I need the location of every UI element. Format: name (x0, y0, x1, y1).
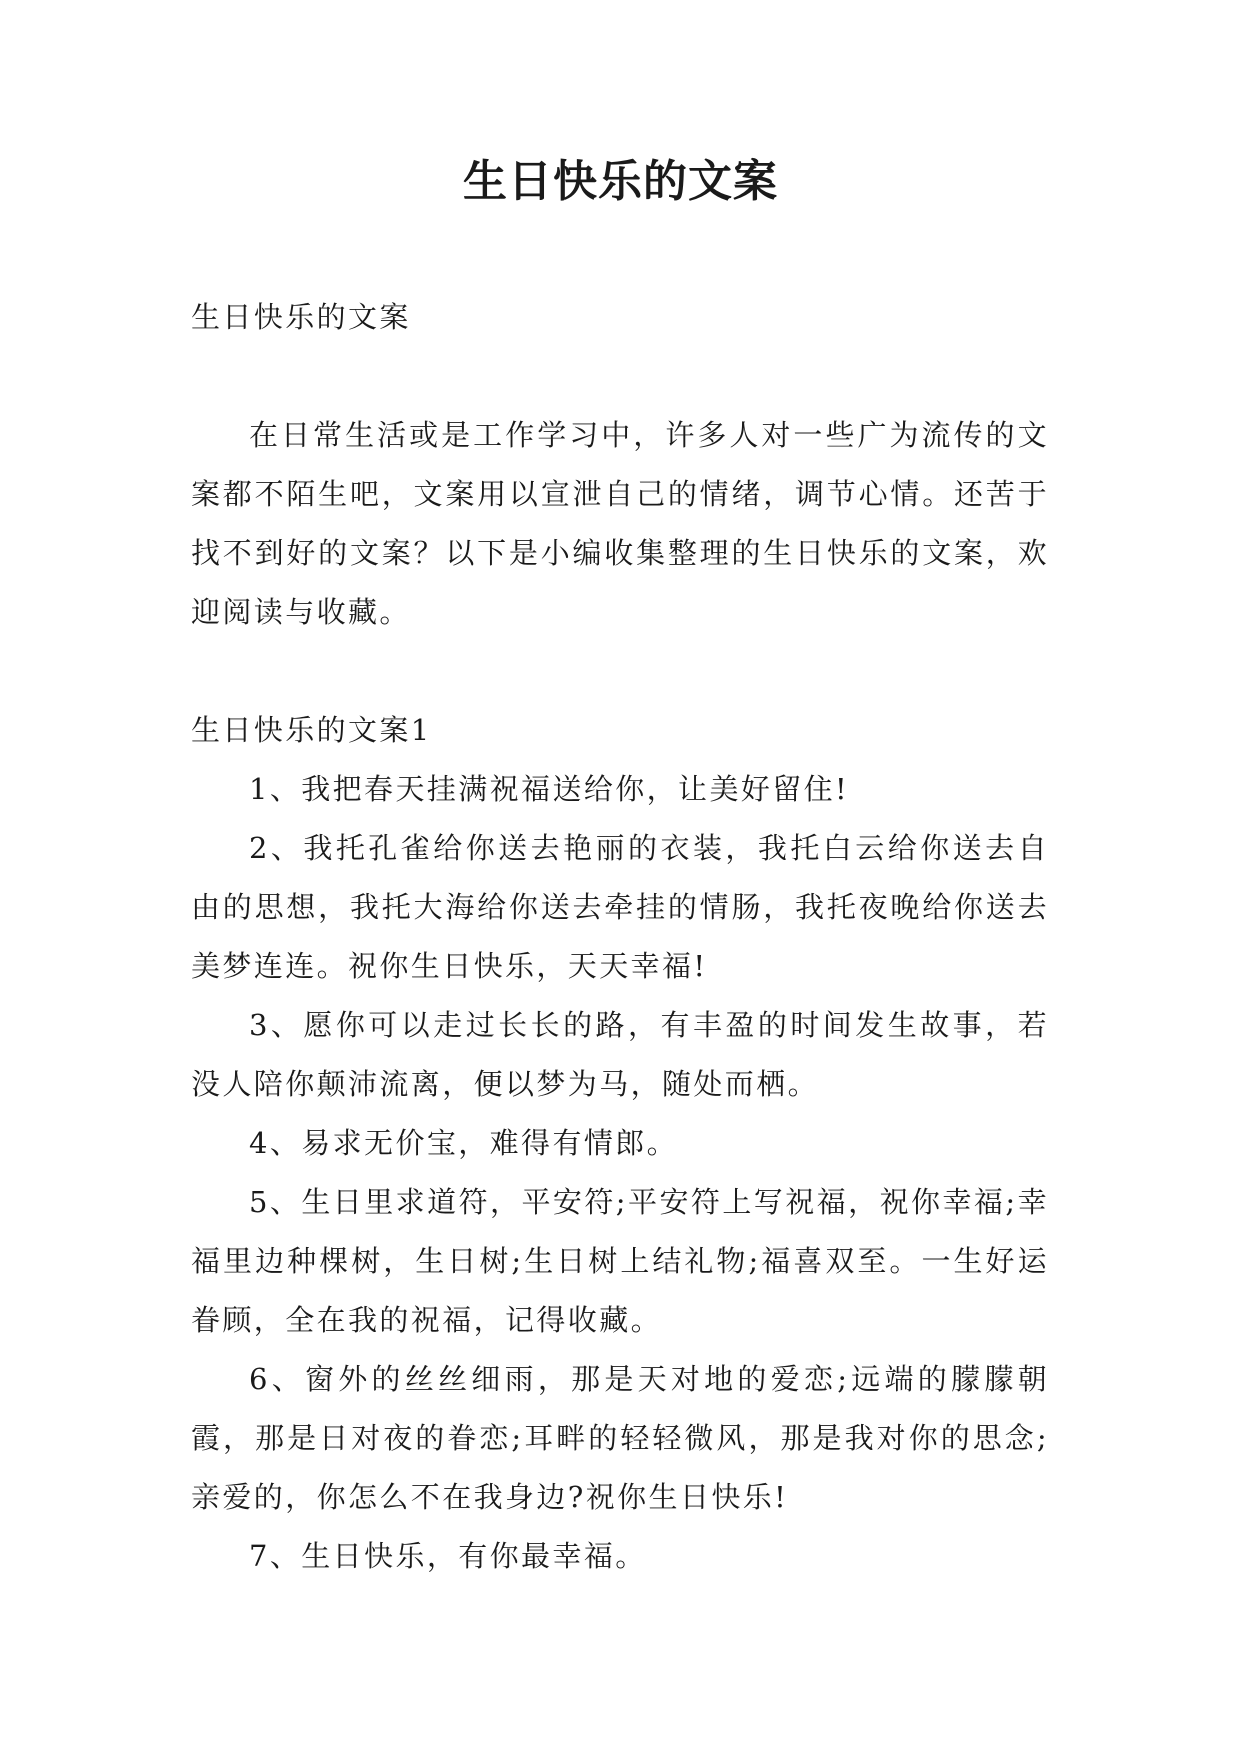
document-title: 生日快乐的文案 (463, 156, 778, 207)
section-heading: 生日快乐的文案1 (191, 713, 432, 747)
list-item: 1、我把春天挂满祝福送给你，让美好留住! (249, 772, 850, 806)
list-item: 3、愿你可以走过长长的路，有丰盈的时间发生故事，若没人陪你颠沛流离，便以梦为马，随处而栖。 (191, 1008, 1049, 1101)
list-item: 2、我托孔雀给你送去艳丽的衣装，我托白云给你送去自由的思想，我托大海给你送去牵挂的情肠，我托夜晚给你送去美梦连连。祝你生日快乐，天天幸福! (191, 831, 1049, 983)
list-item: 7、生日快乐，有你最幸福。 (249, 1539, 647, 1573)
intro-paragraph: 在日常生活或是工作学习中，许多人对一些广为流传的文案都不陌生吧，文案用以宣泄自己的情绪，调节心情。还苦于找不到好的文案？以下是小编收集整理的生日快乐的文案，欢迎阅读与收藏。 (191, 418, 1049, 629)
list-item: 5、生日里求道符，平安符;平安符上写祝福，祝你幸福;幸福里边种棵树，生日树;生日树上结礼物;福喜双至。一生好运眷顾，全在我的祝福，记得收藏。 (191, 1185, 1049, 1337)
list-item: 4、易求无价宝，难得有情郎。 (249, 1126, 679, 1160)
document-body (191, 288, 1049, 1586)
list-item: 6、窗外的丝丝细雨，那是天对地的爱恋;远端的朦朦朝霞，那是日对夜的眷恋;耳畔的轻轻微风，那是我对你的思念;亲爱的，你怎么不在我身边?祝你生日快乐! (191, 1362, 1049, 1514)
document-subtitle: 生日快乐的文案 (191, 300, 411, 334)
